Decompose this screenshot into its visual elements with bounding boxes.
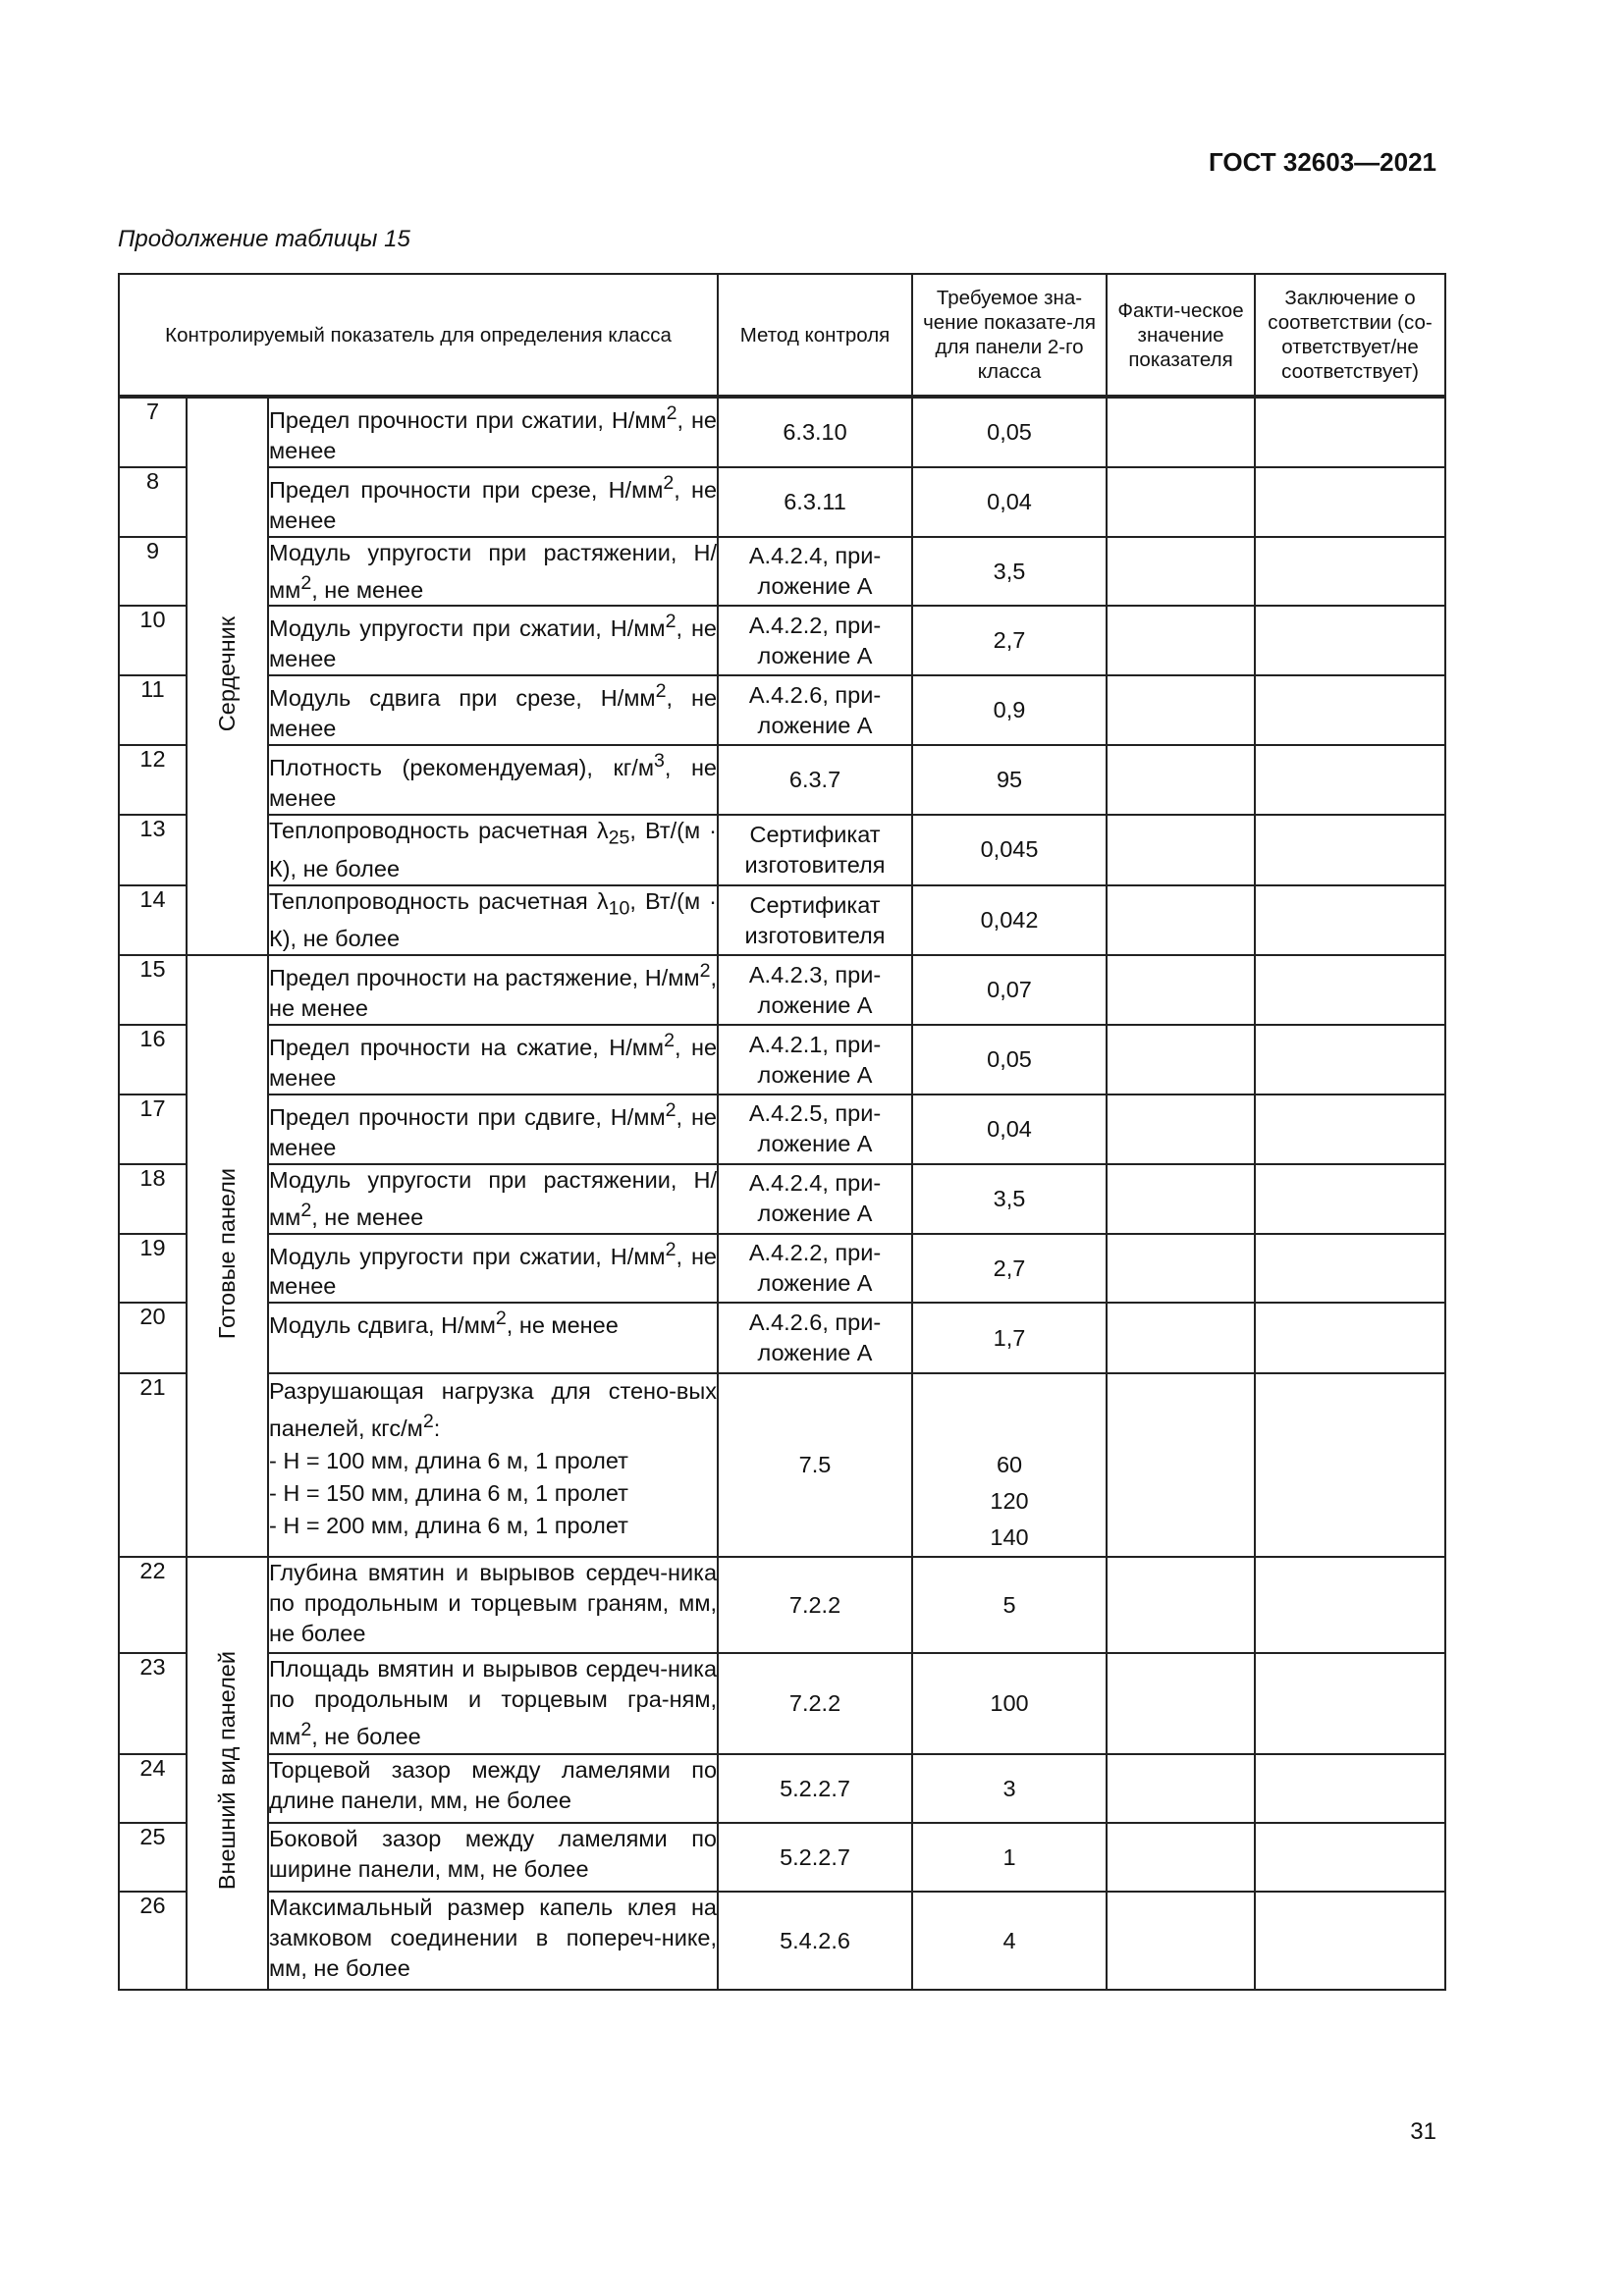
row-number: 18 [119, 1164, 187, 1234]
actual-value-cell [1107, 1754, 1255, 1823]
row-number: 26 [119, 1892, 187, 1990]
superscript: 2 [663, 471, 675, 494]
group-label: Внешний вид панелей [214, 1651, 240, 1891]
superscript: 2 [666, 402, 677, 424]
table-row [119, 745, 1445, 815]
conclusion-cell [1255, 1373, 1445, 1557]
actual-value-cell [1107, 1164, 1255, 1234]
control-method: 5.2.2.7 [718, 1754, 912, 1823]
conclusion-cell [1255, 1823, 1445, 1892]
superscript: 2 [664, 1030, 675, 1052]
indicator-description [268, 1303, 718, 1373]
description-suffix: , не менее [269, 685, 718, 742]
table-row [119, 1653, 1445, 1754]
superscript: 2 [422, 1411, 434, 1433]
control-method: А.4.2.3, при-ложение А [718, 955, 912, 1025]
conclusion-cell [1255, 1303, 1445, 1373]
required-value: 3,5 [912, 1164, 1107, 1234]
table-continuation-caption: Продолжение таблицы 15 [118, 226, 410, 252]
control-method: А.4.2.6, при-ложение А [718, 675, 912, 745]
description-suffix: , не менее [269, 1103, 718, 1160]
control-method: 5.2.2.7 [718, 1823, 912, 1892]
control-method: 7.2.2 [718, 1557, 912, 1653]
control-method: А.4.2.4, при-ложение А [718, 537, 912, 607]
required-value: 95 [912, 745, 1107, 815]
control-method: 6.3.11 [718, 467, 912, 537]
required-value: 1 [912, 1823, 1107, 1892]
load-case-label: - Н = 150 мм, длина 6 м, 1 пролет [269, 1480, 628, 1507]
conclusion-cell [1255, 745, 1445, 815]
row-number: 25 [119, 1823, 187, 1892]
actual-value-cell [1107, 1823, 1255, 1892]
table-row [119, 675, 1445, 745]
control-method: А.4.2.6, при-ложение А [718, 1303, 912, 1373]
row-number: 10 [119, 606, 187, 675]
table-row [119, 1892, 1445, 1990]
required-value: 0,9 [912, 675, 1107, 745]
actual-value-cell [1107, 675, 1255, 745]
description-text: Максимальный размер капель клея на замковом соединении в попереч-нике, мм, не более [269, 1895, 718, 1982]
required-value: 2,7 [912, 606, 1107, 675]
table-row [119, 1823, 1445, 1892]
superscript: 2 [699, 960, 711, 983]
description-text: Модуль упругости при сжатии, Н/мм [269, 615, 666, 642]
indicator-description [268, 815, 718, 885]
indicator-description [268, 1234, 718, 1304]
row-number: 12 [119, 745, 187, 815]
description-text: Глубина вмятин и вырывов сердеч-ника по продольным и торцевым граням, мм, не более [269, 1560, 718, 1647]
actual-value-cell [1107, 1303, 1255, 1373]
row-number: 13 [119, 815, 187, 885]
load-case-value: 60 [996, 1452, 1023, 1478]
subscript: 25 [608, 827, 630, 849]
required-value: 4 [912, 1892, 1107, 1990]
description-suffix: : [433, 1415, 441, 1442]
row-number: 21 [119, 1373, 187, 1557]
control-method: 6.3.10 [718, 397, 912, 467]
description-suffix: , не менее [269, 476, 718, 533]
table-header-row [119, 274, 1445, 397]
row-number: 23 [119, 1653, 187, 1754]
load-case-value: 120 [990, 1488, 1029, 1515]
table-row [119, 955, 1445, 1025]
col-header-method: Метод контроля [718, 274, 912, 397]
table-row [119, 1164, 1445, 1234]
actual-value-cell [1107, 1234, 1255, 1304]
superscript: 2 [300, 1199, 312, 1221]
group-label: Готовые панели [214, 1167, 240, 1339]
superscript: 3 [653, 750, 665, 773]
conclusion-cell [1255, 1754, 1445, 1823]
conclusion-cell [1255, 537, 1445, 607]
indicator-description [268, 1164, 718, 1234]
indicator-description [268, 467, 718, 537]
description-text: Предел прочности при срезе, Н/мм [269, 476, 664, 503]
description-heading [269, 1374, 717, 1444]
conclusion-cell [1255, 955, 1445, 1025]
conclusion-cell [1255, 1557, 1445, 1653]
indicator-description [268, 537, 718, 607]
conclusion-cell [1255, 1653, 1445, 1754]
indicator-description [268, 1557, 718, 1653]
conclusion-cell [1255, 1164, 1445, 1234]
row-number: 19 [119, 1234, 187, 1304]
required-value [912, 1373, 1107, 1557]
control-method: Сертификат изготовителя [718, 815, 912, 885]
indicator-description [268, 1373, 718, 1557]
description-suffix: , не более [311, 1724, 421, 1750]
actual-value-cell [1107, 815, 1255, 885]
table-row [119, 1557, 1445, 1653]
group-label: Сердечник [214, 615, 240, 731]
actual-value-cell [1107, 1892, 1255, 1990]
requirements-table [118, 273, 1446, 1991]
description-suffix: , не менее [269, 754, 718, 811]
conclusion-cell [1255, 1892, 1445, 1990]
description-text: Теплопроводность расчетная λ [269, 887, 609, 914]
indicator-description [268, 675, 718, 745]
conclusion-cell [1255, 397, 1445, 467]
description-suffix: , не менее [506, 1312, 619, 1339]
description-suffix: , не менее [269, 1243, 718, 1300]
row-number: 16 [119, 1025, 187, 1095]
control-method: 6.3.7 [718, 745, 912, 815]
required-value: 2,7 [912, 1234, 1107, 1304]
description-suffix: , не менее [311, 1203, 424, 1230]
required-value: 0,05 [912, 1025, 1107, 1095]
conclusion-cell [1255, 606, 1445, 675]
group-label-cell [187, 1557, 268, 1990]
control-method: Сертификат изготовителя [718, 885, 912, 956]
description-text: Модуль сдвига, Н/мм [269, 1312, 496, 1339]
row-number: 7 [119, 397, 187, 467]
subscript: 10 [608, 897, 630, 920]
table-row [119, 606, 1445, 675]
superscript: 2 [300, 571, 312, 594]
description-text: Модуль упругости при растяжении, Н/мм [269, 1166, 718, 1230]
table-row [119, 467, 1445, 537]
control-method: А.4.2.2, при-ложение А [718, 1234, 912, 1304]
load-case-label: - Н = 100 мм, длина 6 м, 1 пролет [269, 1448, 628, 1474]
indicator-description [268, 745, 718, 815]
description-text: Предел прочности на сжатие, Н/мм [269, 1035, 665, 1060]
conclusion-cell [1255, 467, 1445, 537]
indicator-description [268, 885, 718, 956]
control-method: 7.5 [718, 1373, 912, 1557]
description-suffix: , не менее [269, 615, 718, 672]
control-method: А.4.2.4, при-ложение А [718, 1164, 912, 1234]
actual-value-cell [1107, 1095, 1255, 1164]
row-number: 24 [119, 1754, 187, 1823]
control-method: А.4.2.5, при-ложение А [718, 1095, 912, 1164]
actual-value-cell [1107, 885, 1255, 956]
actual-value-cell [1107, 955, 1255, 1025]
description-text: Боковой зазор между ламелями по ширине панели, мм, не более [269, 1826, 718, 1883]
superscript: 2 [665, 611, 677, 633]
actual-value-cell [1107, 397, 1255, 467]
load-case-value: 140 [990, 1524, 1029, 1551]
description-suffix: , не менее [269, 1035, 718, 1091]
indicator-description [268, 1754, 718, 1823]
control-method: А.4.2.1, при-ложение А [718, 1025, 912, 1095]
required-value: 1,7 [912, 1303, 1107, 1373]
row-number: 9 [119, 537, 187, 607]
required-value: 0,045 [912, 815, 1107, 885]
control-method: 7.2.2 [718, 1653, 912, 1754]
table-row [119, 1373, 1445, 1557]
page-number: 31 [1410, 2118, 1436, 2145]
required-value: 0,05 [912, 397, 1107, 467]
actual-value-cell [1107, 1025, 1255, 1095]
table-row [119, 397, 1445, 467]
required-value: 0,07 [912, 955, 1107, 1025]
row-number: 14 [119, 885, 187, 956]
table-row [119, 885, 1445, 956]
description-text: Модуль упругости при сжатии, Н/мм [269, 1243, 666, 1269]
conclusion-cell [1255, 1025, 1445, 1095]
superscript: 2 [665, 1099, 677, 1121]
actual-value-cell [1107, 1653, 1255, 1754]
required-value: 5 [912, 1557, 1107, 1653]
actual-value-cell [1107, 606, 1255, 675]
conclusion-cell [1255, 815, 1445, 885]
row-number: 20 [119, 1303, 187, 1373]
description-suffix: , Вт/(м · К), не более [269, 817, 718, 881]
description-suffix: , не менее [269, 406, 717, 463]
table-row [119, 1234, 1445, 1304]
indicator-description [268, 606, 718, 675]
description-text: Разрушающая нагрузка для стено-вых панелей, кгс/м [269, 1378, 718, 1442]
row-number: 11 [119, 675, 187, 745]
required-value: 0,042 [912, 885, 1107, 956]
load-case-label: - Н = 200 мм, длина 6 м, 1 пролет [269, 1513, 628, 1539]
actual-value-cell [1107, 467, 1255, 537]
superscript: 2 [665, 1238, 677, 1260]
row-number: 17 [119, 1095, 187, 1164]
description-suffix: , не менее [311, 576, 424, 603]
group-label-cell [187, 397, 268, 955]
group-label-cell [187, 955, 268, 1557]
col-header-indicator: Контролируемый показатель для определения класса [119, 274, 718, 397]
indicator-description [268, 397, 718, 467]
indicator-description [268, 955, 718, 1025]
table-row [119, 1754, 1445, 1823]
indicator-description [268, 1025, 718, 1095]
actual-value-cell [1107, 1557, 1255, 1653]
description-text: Модуль сдвига при срезе, Н/мм [269, 685, 656, 712]
conclusion-cell [1255, 675, 1445, 745]
required-value: 0,04 [912, 467, 1107, 537]
indicator-description [268, 1823, 718, 1892]
actual-value-cell [1107, 537, 1255, 607]
actual-value-cell [1107, 1373, 1255, 1557]
actual-value-cell [1107, 745, 1255, 815]
table-row [119, 1095, 1445, 1164]
table-row [119, 1025, 1445, 1095]
description-text: Торцевой зазор между ламелями по длине панели, мм, не более [269, 1757, 718, 1814]
description-suffix: , Вт/(м · К), не более [269, 887, 718, 952]
description-suffix: , не менее [269, 965, 718, 1022]
table-row [119, 1303, 1445, 1373]
required-value: 0,04 [912, 1095, 1107, 1164]
control-method: А.4.2.2, при-ложение А [718, 606, 912, 675]
standard-number: ГОСТ 32603—2021 [1209, 147, 1436, 177]
table-row [119, 815, 1445, 885]
description-text: Теплопроводность расчетная λ [269, 817, 609, 843]
description-text: Предел прочности при сжатии, Н/мм [269, 406, 667, 433]
indicator-description [268, 1095, 718, 1164]
indicator-description [268, 1653, 718, 1754]
required-value: 100 [912, 1653, 1107, 1754]
conclusion-cell [1255, 1095, 1445, 1164]
indicator-description [268, 1892, 718, 1990]
row-number: 22 [119, 1557, 187, 1653]
required-value: 3 [912, 1754, 1107, 1823]
description-text: Модуль упругости при растяжении, Н/мм [269, 539, 718, 603]
control-method: 5.4.2.6 [718, 1892, 912, 1990]
superscript: 2 [495, 1308, 507, 1330]
col-header-required-value: Требуемое зна-чение показате-ля для панели 2-го класса [912, 274, 1107, 397]
description-text: Площадь вмятин и вырывов сердеч-ника по продольным и торцевым гра-ням, мм [269, 1656, 718, 1750]
col-header-conclusion: Заключение о соответствии (со-ответствует/не соответствует) [1255, 274, 1445, 397]
col-header-actual-value: Факти-ческое значение показателя [1107, 274, 1255, 397]
description-text: Предел прочности на растяжение, Н/мм [269, 965, 700, 991]
superscript: 2 [655, 680, 667, 703]
required-value: 3,5 [912, 537, 1107, 607]
conclusion-cell [1255, 885, 1445, 956]
description-text: Плотность (рекомендуемая), кг/м [269, 754, 654, 780]
description-text: Предел прочности при сдвиге, Н/мм [269, 1103, 666, 1130]
row-number: 8 [119, 467, 187, 537]
row-number: 15 [119, 955, 187, 1025]
superscript: 2 [300, 1719, 312, 1741]
conclusion-cell [1255, 1234, 1445, 1304]
table-row [119, 537, 1445, 607]
